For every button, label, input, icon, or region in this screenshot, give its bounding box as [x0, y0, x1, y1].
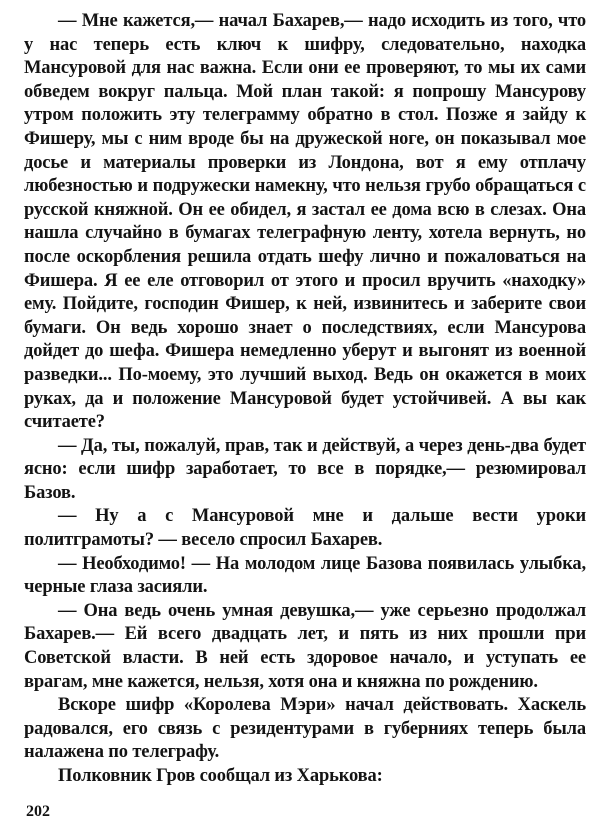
body-text: [24, 10, 586, 789]
paragraph-2: — Да, ты, пожалуй, прав, так и действуй, а через день-два будет ясно: если шифр заработает, то все в порядке,— резюмировал Базов.: [24, 435, 586, 503]
paragraph-4: — Необходимо! — На молодом лице Базова появилась улыбка, черные глаза засияли.: [24, 553, 586, 598]
paragraph-1: — Мне кажется,— начал Бахарев,— надо исходить из того, что у нас теперь есть ключ к шифру, следовательно, находка Мансуровой для нас важна. Если они ее проверяют, то мы их сами обведем вокруг пальца. Мой план такой: я попрошу Мансурову утром положить эту телеграмму обратно в стол. Позже я зайду к Фишеру, мы с ним вроде бы на дружеской ноге, он показывал мое досье и материалы проверки из Лондона, вот я ему отплачу любезностью и подружески намекну, что нельзя грубо обращаться с русской княжной. Он ее обидел, я застал ее дома всю в слезах. Она нашла случайно в бумагах телеграфную ленту, хотела вернуть, но после оскорбления решила отдать шефу лично и пожаловаться на Фишера. Я ее еле отговорил от этого и просил вручить «находку» ему. Пойдите, господин Фишер, к ней, извинитесь и заберите свои бумаги. Он ведь хорошо знает о последствиях, если Мансурова дойдет до шефа. Фишера немедленно уберут и выгонят из военной разведки... По-моему, это лучший выход. Ведь он окажется в моих руках, да и положение Мансуровой будет устойчивей. А вы как считаете?: [24, 11, 586, 433]
paragraph-3: — Ну а с Мансуровой мне и дальше вести уроки политграмоты? — весело спросил Бахарев.: [24, 506, 586, 551]
paragraph-6: Вскоре шифр «Королева Мэри» начал действовать. Хаскель радовался, его связь с резидентурами в губерниях теперь была налажена по телеграфу.: [24, 695, 586, 763]
page-number: 202: [26, 803, 50, 820]
paragraph-5: — Она ведь очень умная девушка,— уже серьезно продолжал Бахарев.— Ей всего двадцать лет, и пять из них прошли при Советской власти. В ней есть здоровое начало, и уступать ее врагам, мне кажется, нельзя, хотя она и княжна по рождению.: [24, 600, 586, 692]
paragraph-7: Полковник Гров сообщал из Харькова:: [58, 766, 383, 786]
